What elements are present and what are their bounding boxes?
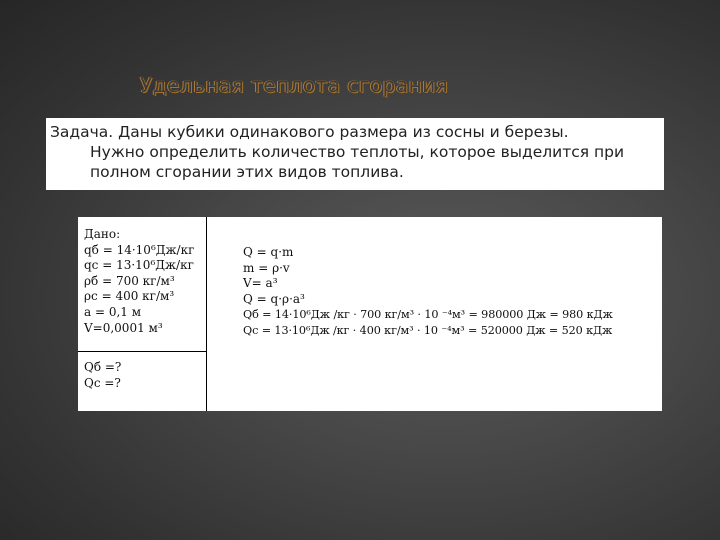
formula-combined: Q = q·ρ·a³ (243, 291, 305, 306)
given-volume: V=0,0001 м³ (84, 320, 163, 335)
given-section (84, 227, 194, 336)
task-line-3: полном сгорании этих видов топлива. (90, 163, 404, 181)
task-line-2: Нужно определить количество теплоты, которое выделится при (90, 143, 625, 161)
formula-mass: m = ρ·v (243, 260, 290, 275)
formulas-section (243, 245, 613, 339)
solution-image (78, 217, 662, 411)
formula-volume: V= a³ (243, 276, 278, 291)
task-line-1: Задача. Даны кубики одинакового размера из сосны и березы. (50, 123, 569, 141)
calc-birch: Qб = 14·10⁶Дж /кг · 700 кг/м³ · 10 ⁻⁴м³ = 980000 Дж = 980 кДж (243, 308, 613, 322)
find-section (84, 360, 121, 391)
given-density-birch: ρб = 700 кг/м³ (84, 273, 175, 288)
given-density-pine: ρc = 400 кг/м³ (84, 289, 175, 304)
given-q-pine: qc = 13·10⁶Дж/кг (84, 258, 194, 273)
find-q-birch: Qб =? (84, 360, 122, 374)
task-statement-box (46, 118, 664, 190)
calc-pine: Qc = 13·10⁶Дж /кг · 400 кг/м³ · 10 ⁻⁴м³ = 520000 Дж = 520 кДж (243, 323, 613, 337)
given-header: Дано: (84, 227, 121, 241)
given-divider-horizontal (78, 351, 206, 352)
given-q-birch: qб = 14·10⁶Дж/кг (84, 242, 195, 257)
formula-heat: Q = q·m (243, 245, 294, 259)
given-edge-length: a = 0,1 м (84, 304, 142, 319)
slide-title: Удельная теплота сгорания (140, 73, 449, 97)
find-q-pine: Qc =? (84, 375, 121, 390)
given-divider-vertical (206, 217, 207, 411)
